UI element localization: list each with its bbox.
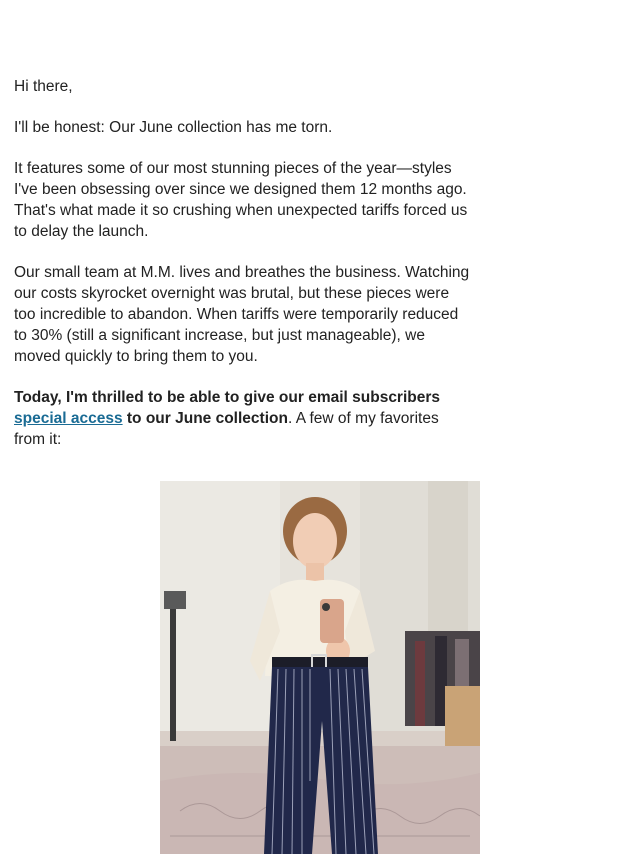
bold-intro: Today, I'm thrilled to be able to give our email subscribers <box>14 389 441 406</box>
mirror-selfie-image <box>160 481 480 854</box>
paragraph-team: Our small team at M.M. lives and breathes the business. Watching our costs skyrocket overnight was brutal, but these pieces were too incredible to abandon. When tariffs were temporarily reduced to 30% (still a significant increase, but just manageable), we moved quickly to bring them to you. <box>14 264 470 365</box>
paragraph-intro: I'll be honest: Our June collection has me torn. <box>14 119 333 136</box>
paragraph-special-access <box>14 387 470 450</box>
special-access-link[interactable]: special access <box>14 410 123 427</box>
product-photo[interactable] <box>160 481 480 854</box>
bold-collection: to our June collection <box>122 410 288 427</box>
greeting: Hi there, <box>14 78 73 95</box>
favorites-text: . A few of my favorites from it: <box>14 410 439 448</box>
email-body <box>14 76 470 470</box>
paragraph-collection: It features some of our most stunning pieces of the year—styles I've been obsessing over since we designed them 12 months ago. That's what made it so crushing when unexpected tariffs forced us to delay the launch. <box>14 160 468 240</box>
